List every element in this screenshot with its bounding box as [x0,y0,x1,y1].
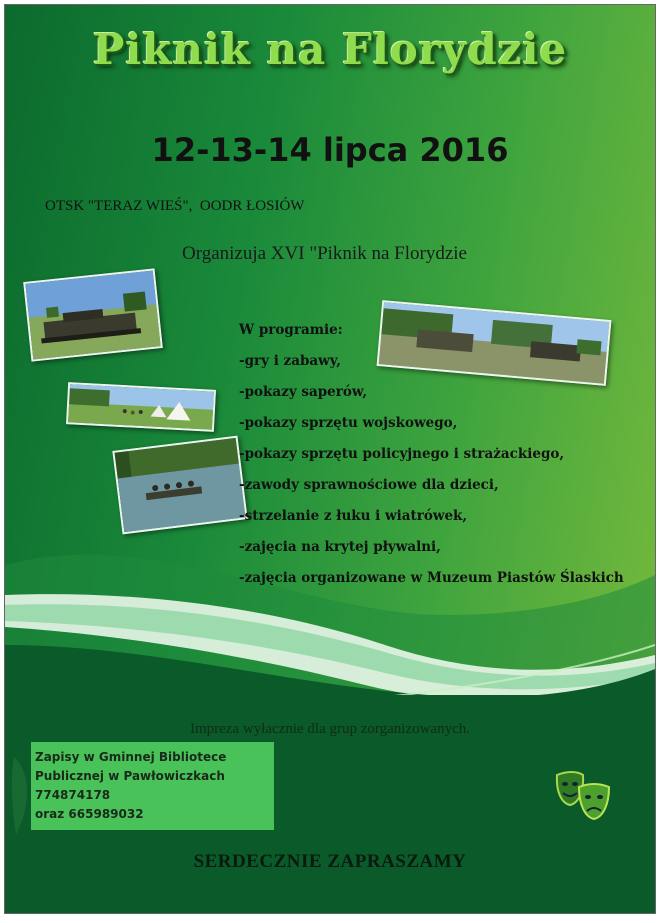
program-item: -strzelanie z łuku i wiatrówek, [239,508,468,524]
invitation-text: SERDECZNIE ZAPRASZAMY [193,851,467,872]
program-item: -pokazy saperów, [239,384,368,400]
program-item: -zawody sprawnościowe dla dzieci, [239,477,499,493]
program-heading: W programie: [239,322,343,338]
military-vehicle-photo [23,268,163,361]
organize-line: Organizuja XVI "Piknik na Florydzie [182,243,467,264]
program-item: -pokazy sprzętu policyjnego i strażackiego, [239,446,565,462]
signup-line: Zapisy w Gminnej Bibliotece [35,750,227,764]
signup-line: Publicznej w Pawłowiczkach [35,769,225,783]
signup-box [31,742,274,830]
boat-photo [112,436,247,535]
program-item: -gry i zabawy, [239,353,342,369]
program-item: -pokazy sprzętu wojskowego, [239,415,458,431]
poster-title: Piknik na Florydzie [92,25,568,74]
tents-photo [66,382,216,432]
organizers-line: OTSK "TERAZ WIEŚ", OODR ŁOSIÓW [45,198,305,214]
poster [5,5,655,913]
program-list [239,315,624,594]
event-date: 12-13-14 lipca 2016 [151,131,509,169]
signup-phone: 774874178 [35,788,111,802]
theater-masks-icon [553,769,613,823]
signup-phone: oraz 665989032 [35,807,144,821]
groups-only-note: Impreza wyłacznie dla grup zorganizowanych. [189,721,470,737]
program-item: -zajęcia na krytej pływalni, [239,539,441,555]
program-item: -zajęcia organizowane w Muzeum Piastów Ślaskich [239,570,624,586]
